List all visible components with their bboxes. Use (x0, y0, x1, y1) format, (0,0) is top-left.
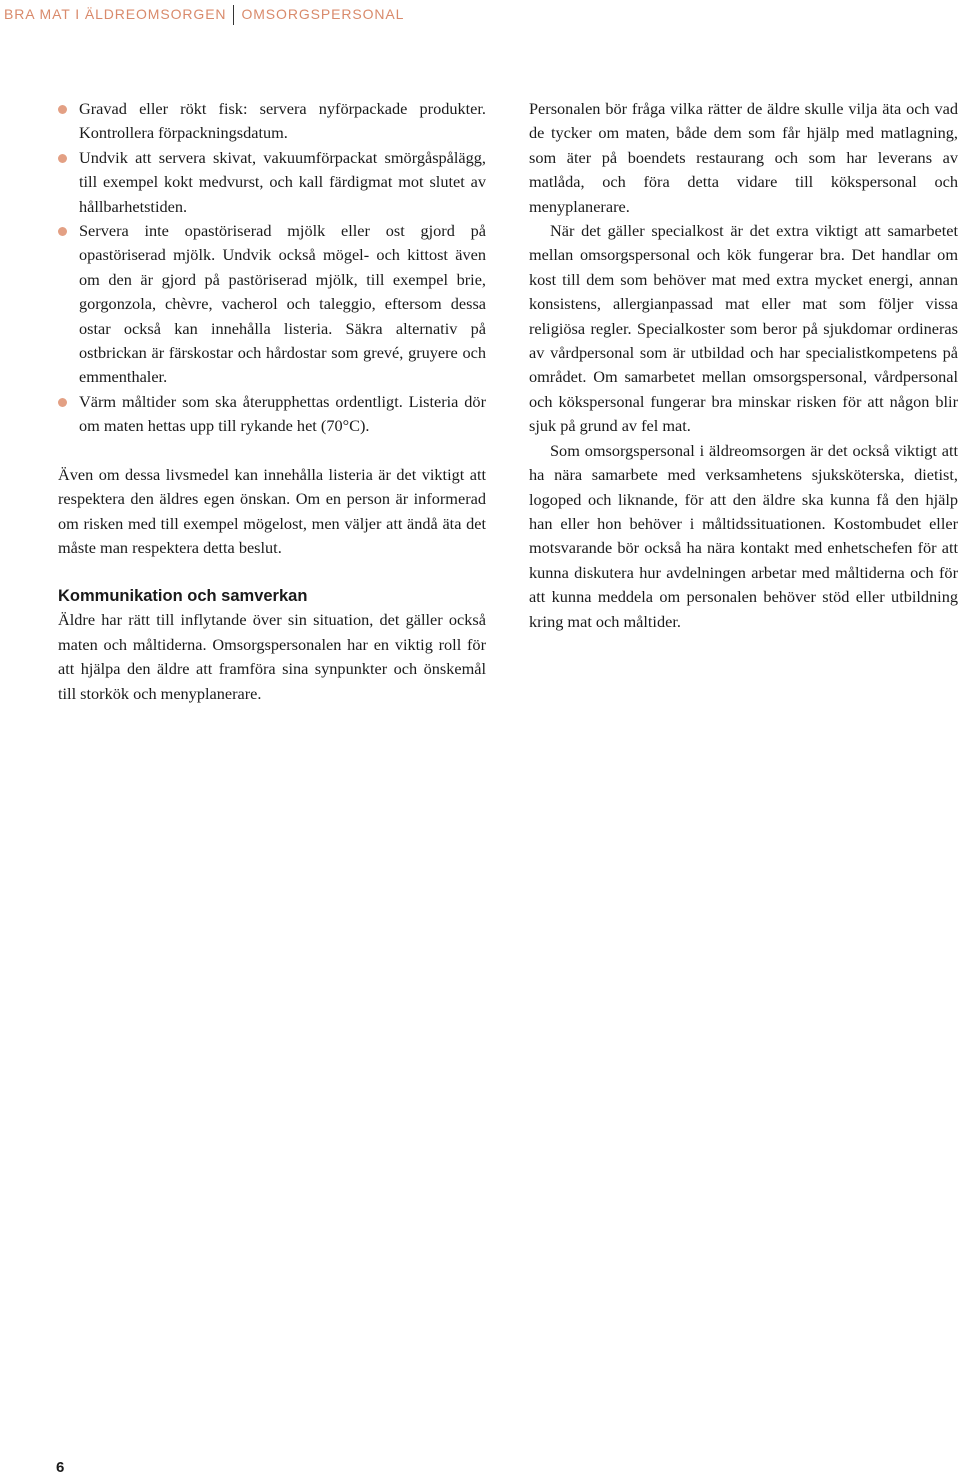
right-column (529, 97, 958, 634)
list-item (58, 97, 486, 146)
body-paragraph: Personalen bör fråga vilka rätter de äldre skulle vilja äta och vad de tycker om maten, både dem som får hjälp med matlagning, som äter på boendets restaurang och som har leverans av matlåda, och föra detta vidare till kökspersonal och menyplanerare. (529, 99, 958, 216)
bullet-dot-icon (58, 227, 67, 236)
body-paragraph: Som omsorgspersonal i äldreomsorgen är det också viktigt att ha nära samarbete med verksamhetens sjuksköterska, dietist, logoped och liknande, för att den äldre ska kunna få den hjälp han eller hon behöver i måltidssituationen. Kostombudet eller motsvarande bör också ha nära kontakt med enhetschefen för att kunna diskutera hur avdelningen arbetar med måltiderna och för att kunna meddela om personalen behöver stöd eller utbildning kring mat och måltider. (529, 440, 958, 631)
header-section-title: OMSORGSPERSONAL (241, 6, 405, 22)
header-divider (233, 5, 234, 25)
bullet-dot-icon (58, 154, 67, 163)
list-item (58, 219, 486, 390)
section-paragraph: Äldre har rätt till inflytande över sin situation, det gäller också maten och måltiderna. Omsorgspersonalen har en viktig roll för att hjälpa den äldre att framföra sina synpunkter och önskemål till storkök och menyplanerare. (58, 610, 486, 703)
list-item-text: Undvik att servera skivat, vakuumförpackat smörgåspålägg, till exempel kokt medvurst, och kall färdigmat mot slutet av hållbarhetstiden. (79, 147, 486, 216)
page-number: 6 (56, 1459, 65, 1476)
list-item (58, 390, 486, 439)
bullet-list (58, 97, 486, 439)
left-column (58, 97, 486, 706)
body-paragraph: När det gäller specialkost är det extra viktigt att samarbetet mellan omsorgspersonal och kök fungerar bra. Det handlar om kost till dem som behöver mat med extra mycket energi, annan konsistens, allergianpassad mat eller mat som följer vissa religiösa regler. Specialkoster som beror på sjukdomar ordineras av vårdpersonal som är utbildad och har specialistkompetens på området. Om samarbetet mellan omsorgspersonal, vårdpersonal och kökspersonal fungerar bra minskar risken för att någon blir sjuk på grund av fel mat. (529, 221, 958, 436)
list-item-text: Gravad eller rökt fisk: servera nyförpackade produkter. Kontrollera förpackningsdatum. (79, 99, 486, 143)
header-publication-title: BRA MAT I ÄLDREOMSORGEN (4, 6, 227, 22)
running-header (4, 4, 404, 24)
section-heading: Kommunikation och samverkan (58, 587, 308, 606)
list-item-text: Servera inte opastöriserad mjölk eller ost gjord på opastöriserad mjölk. Undvik också mögel- och kittost även om den är gjord på pastöriserad mjölk, till exempel brie, gorgonzola, chèvre, vacherol och taleggio, eftersom dessa ostar också kan innehålla listeria. Säkra alternativ på ostbrickan är färskostar och hårdostar som grevé, gruyere och emmenthaler. (79, 221, 486, 387)
list-item (58, 146, 486, 219)
body-paragraph: Även om dessa livsmedel kan innehålla listeria är det viktigt att respektera den äldres egen önskan. Om en person är informerad om risken med till exempel mögelost, men väljer att ändå äta det måste man respektera detta beslut. (58, 464, 486, 557)
bullet-dot-icon (58, 398, 67, 407)
list-item-text: Värm måltider som ska återupphettas ordentligt. Listeria dör om maten hettas upp till rykande het (70°C). (79, 391, 486, 436)
bullet-dot-icon (58, 105, 67, 114)
